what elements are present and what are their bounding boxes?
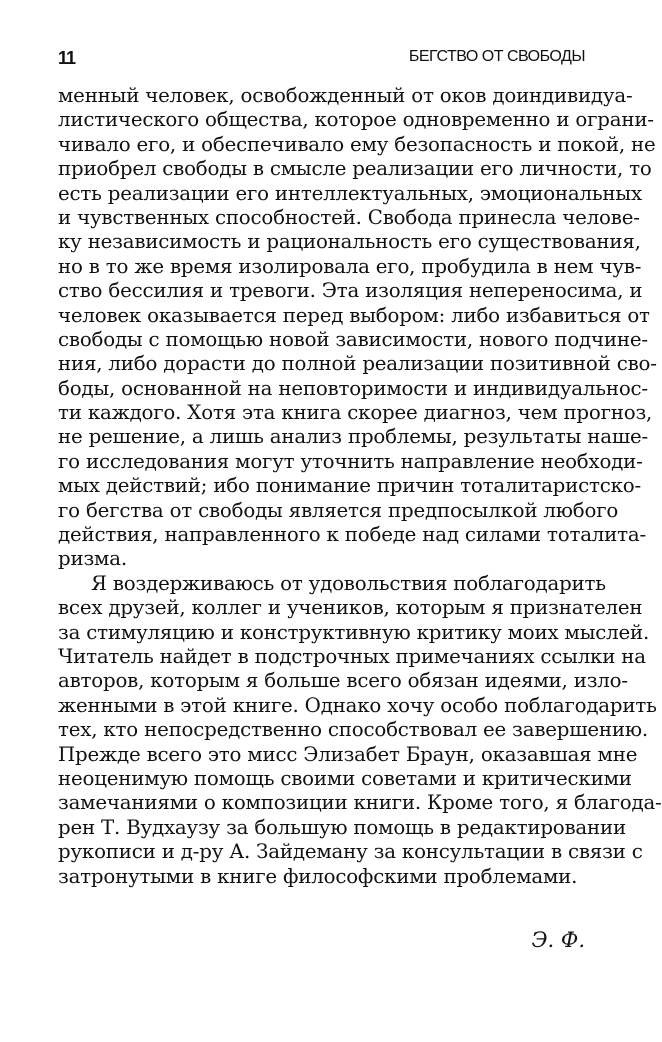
text-line: боды, основанной на неповторимости и индивидуальнос- bbox=[58, 376, 648, 400]
running-header bbox=[58, 48, 585, 72]
text-line: всех друзей, коллег и учеников, которым я признателен bbox=[58, 596, 643, 620]
text-line: есть реализации его интеллектуальных, эмоциональных bbox=[58, 181, 642, 205]
text-line: тех, кто непосредственно способствовал ее завершению. bbox=[58, 718, 649, 742]
text-line: ти каждого. Хотя эта книга скорее диагноз, чем прогноз, bbox=[58, 401, 653, 425]
text-line: ния, либо дорасти до полной реализации позитивной сво- bbox=[58, 352, 657, 376]
text-line: Читатель найдет в подстрочных примечаниях ссылки на bbox=[58, 644, 646, 668]
text-line: человек оказывается перед выбором: либо избавиться от bbox=[58, 303, 650, 327]
body-text bbox=[58, 84, 662, 889]
text-line: Прежде всего это мисс Элизабет Браун, оказавшая мне bbox=[58, 742, 638, 766]
text-line: приобрел свободы в смысле реализации его личности, то bbox=[58, 157, 652, 181]
text-line: неоценимую помощь своими советами и критическими bbox=[58, 766, 632, 790]
paragraph-1 bbox=[58, 84, 657, 572]
text-line: но в то же время изолировала его, пробудила в нем чув- bbox=[58, 254, 642, 278]
text-line: ку независимость и рациональность его существования, bbox=[58, 230, 641, 254]
text-line: менный человек, освобожденный от оков доиндивидуа- bbox=[58, 84, 633, 107]
text-line: замечаниями о композиции книги. Кроме того, я благода- bbox=[58, 791, 662, 815]
text-line: рен Т. Вудхаузу за большую помощь в редактировании bbox=[58, 815, 626, 839]
text-line: чивало его, и обеспечивало ему безопасность и покой, не bbox=[58, 132, 656, 156]
page-number: 11 bbox=[58, 48, 76, 68]
author-initials: Э. Ф. bbox=[531, 928, 585, 952]
text-line: ство бессилия и тревоги. Эта изоляция непереносима, и bbox=[58, 279, 643, 303]
text-line: Я воздерживаюсь от удовольствия поблагодарить bbox=[91, 571, 606, 595]
text-line: действия, направленного к победе над силами тоталита- bbox=[58, 523, 646, 547]
text-line: ризма. bbox=[58, 547, 127, 571]
text-line: затронутыми в книге философскими проблемами. bbox=[58, 864, 578, 888]
text-line: авторов, которым я больше всего обязан идеями, изло- bbox=[58, 669, 628, 693]
text-line: го исследования могут уточнить направление необходи- bbox=[58, 449, 643, 473]
text-line: не решение, а лишь анализ проблемы, результаты наше- bbox=[58, 425, 649, 449]
running-title: БЕГСТВО ОТ СВОБОДЫ bbox=[408, 48, 585, 65]
text-line: мых действий; ибо понимание причин тоталитаристско- bbox=[58, 474, 641, 498]
text-line: рукописи и д-ру А. Зайдеману за консультации в связи с bbox=[58, 840, 643, 864]
text-line: свободы с помощью новой зависимости, нового подчине- bbox=[58, 327, 648, 351]
text-line: листического общества, которое одновременно и ограни- bbox=[58, 108, 654, 132]
text-line: и чувственных способностей. Свобода принесла челове- bbox=[58, 205, 640, 229]
text-line: за стимуляцию и конструктивную критику моих мыслей. bbox=[58, 620, 650, 644]
text-line: женными в этой книге. Однако хочу особо поблагодарить bbox=[58, 693, 657, 717]
paragraph-2 bbox=[58, 571, 662, 889]
text-line: го бегства от свободы является предпосылкой любого bbox=[58, 498, 619, 522]
